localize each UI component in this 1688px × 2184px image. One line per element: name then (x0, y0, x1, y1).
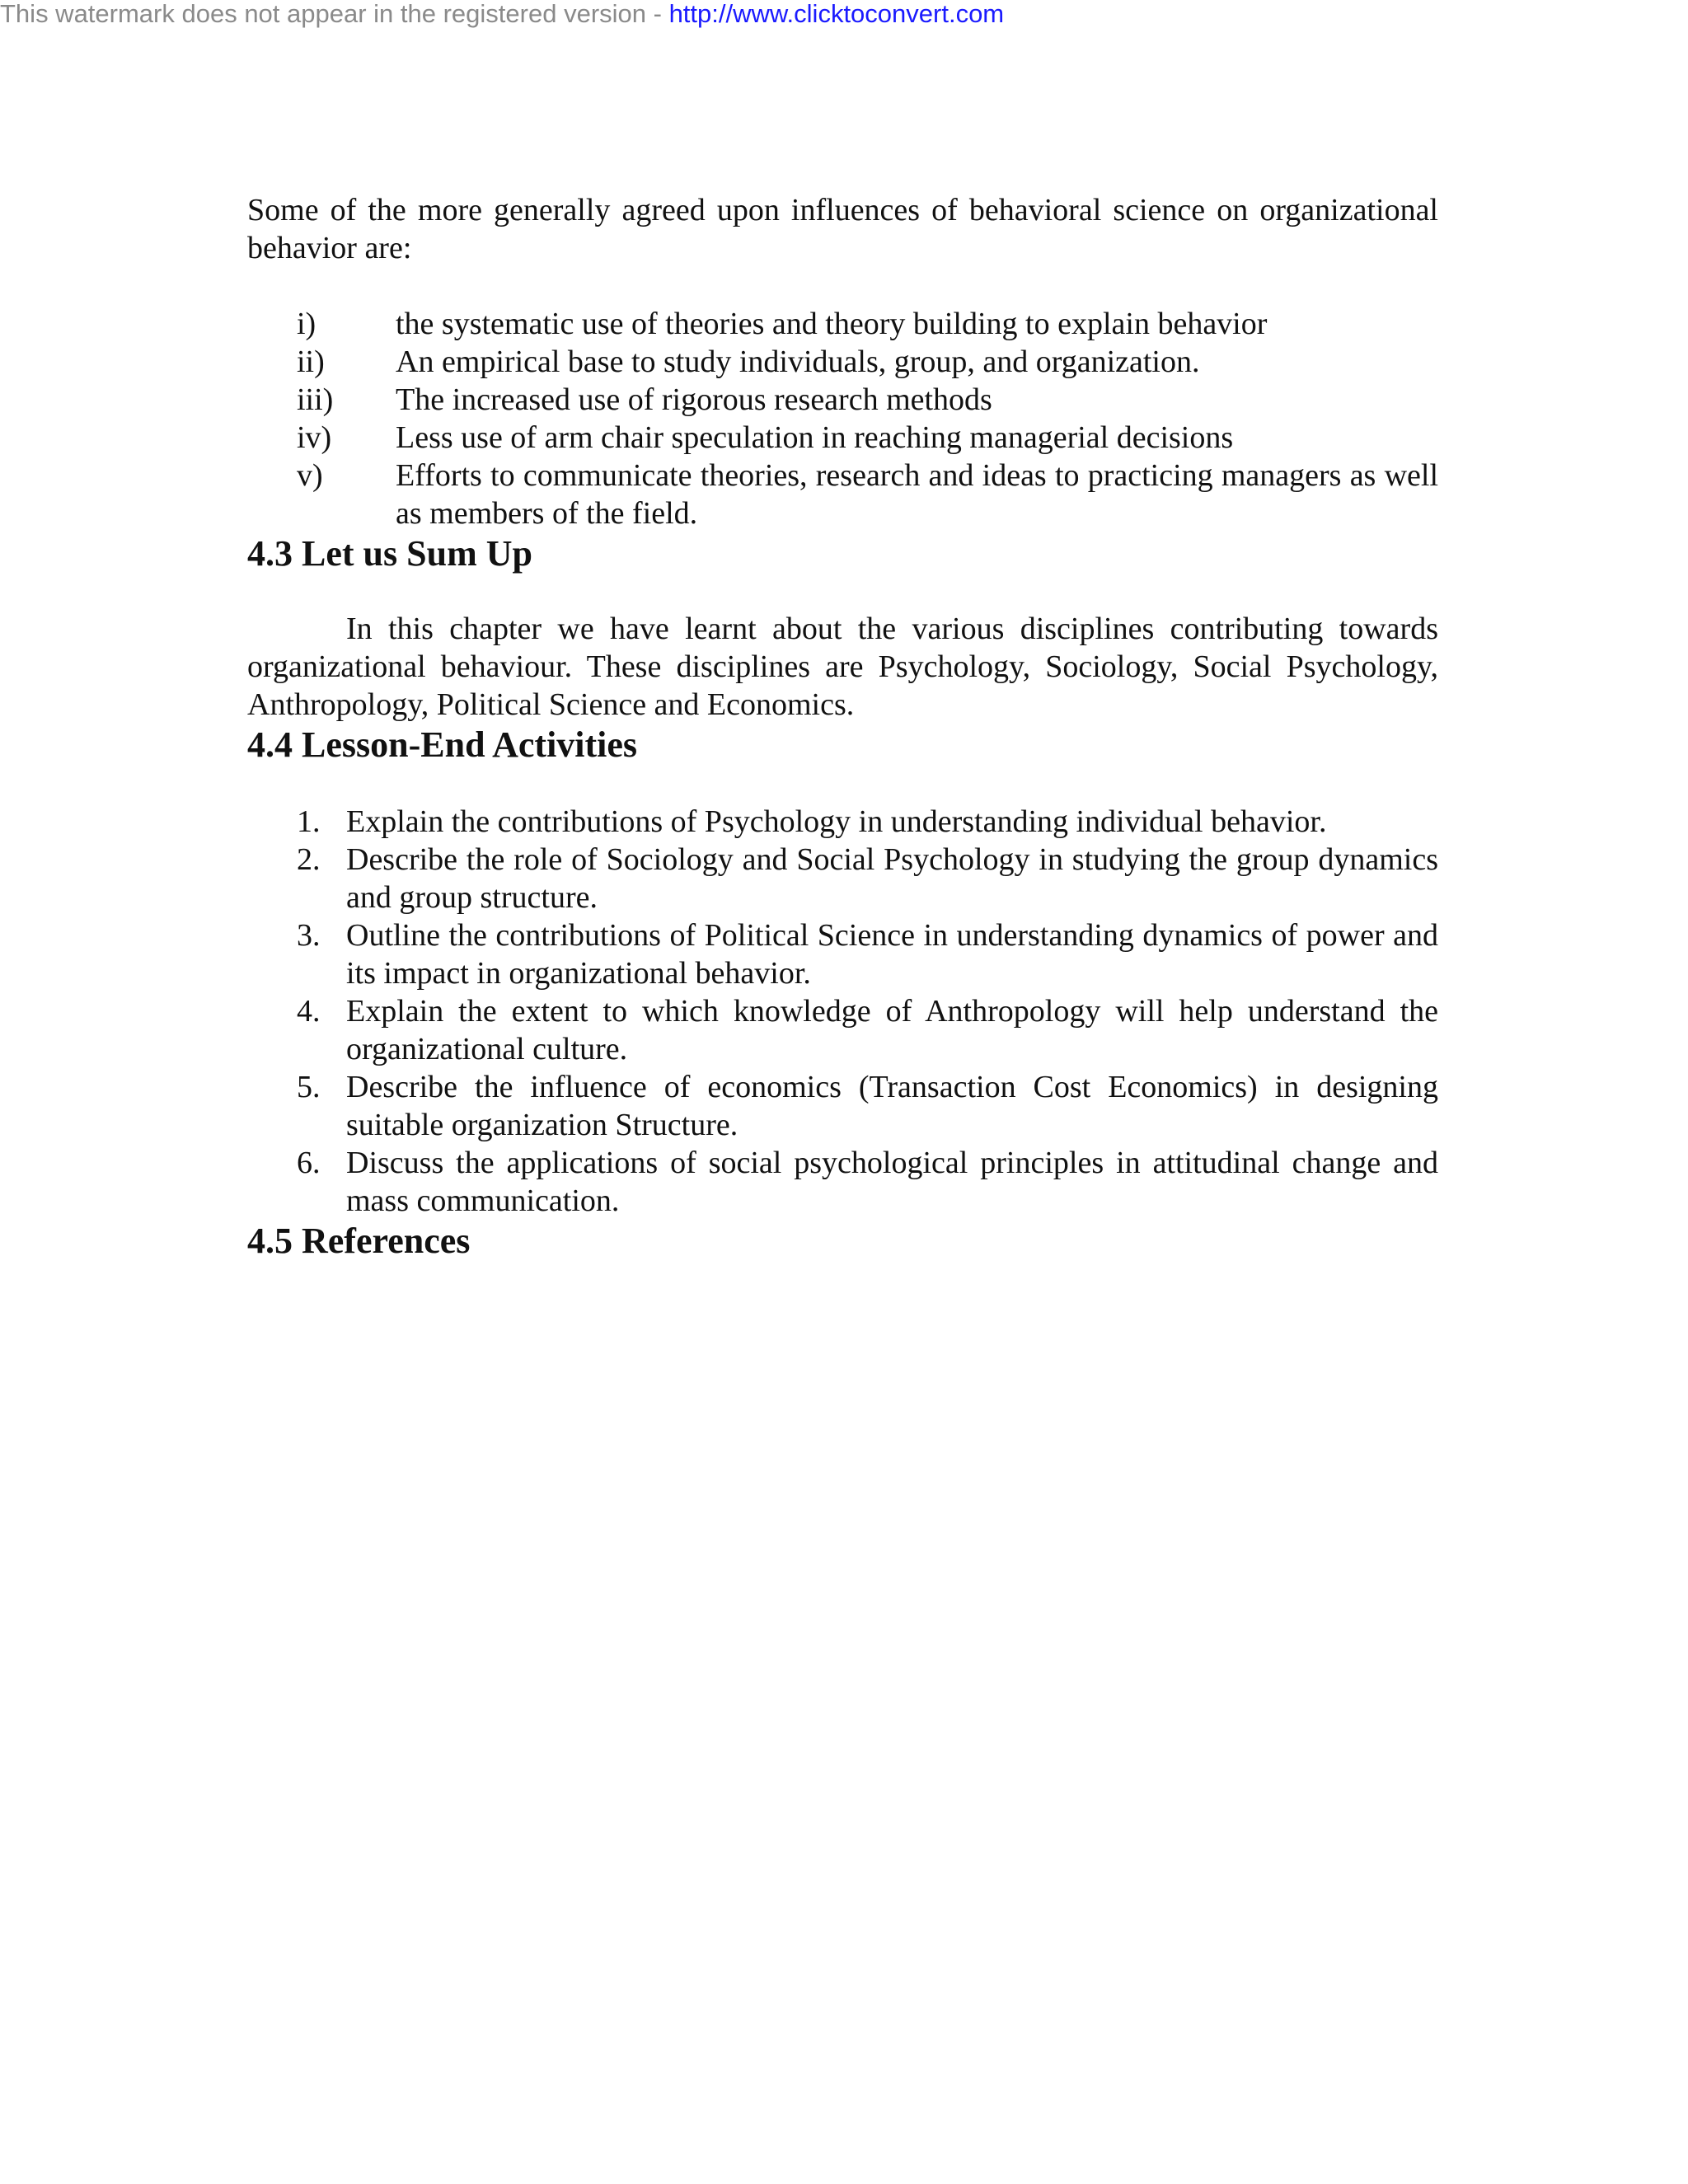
list-marker: 3. (297, 918, 321, 953)
list-marker: 5. (297, 1070, 321, 1104)
list-marker: 2. (297, 842, 321, 877)
list-marker: 6. (297, 1146, 321, 1180)
list-item (297, 1068, 1438, 1144)
list-marker: 1. (297, 804, 321, 839)
list-item-text: Describe the influence of economics (Transaction Cost Economics) in designing suitable organization Structure. (346, 1070, 1438, 1142)
list-item-text: Explain the contributions of Psychology in understanding individual behavior. (346, 804, 1327, 839)
list-marker: iii) (297, 382, 334, 417)
list-item-text: Outline the contributions of Political Science in understanding dynamics of power and its impact in organizational behavior. (346, 918, 1438, 991)
watermark-link[interactable]: http://www.clicktoconvert.com (668, 0, 1005, 28)
list-item-text: Less use of arm chair speculation in reaching managerial decisions (396, 420, 1234, 455)
list-item (297, 419, 1438, 457)
summary-paragraph: In this chapter we have learnt about the various disciplines contributing towards organizational behaviour. These disciplines are Psychology, Sociology, Social Psychology, Anthropology, Political Science and Economics. (247, 612, 1438, 722)
list-marker: ii) (297, 344, 325, 379)
section-heading-references: 4.5 References (247, 1221, 471, 1261)
list-item (297, 1144, 1438, 1220)
list-item-text: the systematic use of theories and theory building to explain behavior (396, 307, 1268, 341)
list-item (297, 916, 1438, 992)
list-marker: iv) (297, 420, 332, 455)
list-item (297, 381, 1438, 419)
activities-list (297, 803, 1438, 1220)
list-marker: 4. (297, 994, 321, 1029)
document-body (247, 191, 1438, 1263)
watermark-text: This watermark does not appear in the registered version - (0, 0, 669, 28)
list-item-text: Efforts to communicate theories, research and ideas to practicing managers as well as members of the field. (396, 458, 1438, 531)
list-item-text: The increased use of rigorous research methods (396, 382, 992, 417)
list-item (297, 457, 1438, 532)
list-item (297, 305, 1438, 343)
list-marker: v) (297, 458, 323, 493)
section-heading-lesson-end-activities: 4.4 Lesson-End Activities (247, 724, 638, 765)
list-item-text: Discuss the applications of social psychological principles in attitudinal change and mass communication. (346, 1146, 1438, 1218)
list-item (297, 343, 1438, 381)
list-item (297, 992, 1438, 1068)
section-heading-sum-up: 4.3 Let us Sum Up (247, 533, 532, 574)
watermark (0, 0, 1004, 28)
list-item (297, 803, 1438, 841)
list-marker: i) (297, 307, 316, 341)
influences-list (297, 305, 1438, 532)
list-item-text: Explain the extent to which knowledge of Anthropology will help understand the organizational culture. (346, 994, 1438, 1066)
list-item-text: An empirical base to study individuals, group, and organization. (396, 344, 1200, 379)
list-item (297, 841, 1438, 916)
list-item-text: Describe the role of Sociology and Social Psychology in studying the group dynamics and group structure. (346, 842, 1438, 915)
intro-paragraph: Some of the more generally agreed upon influences of behavioral science on organizational behavior are: (247, 193, 1438, 265)
